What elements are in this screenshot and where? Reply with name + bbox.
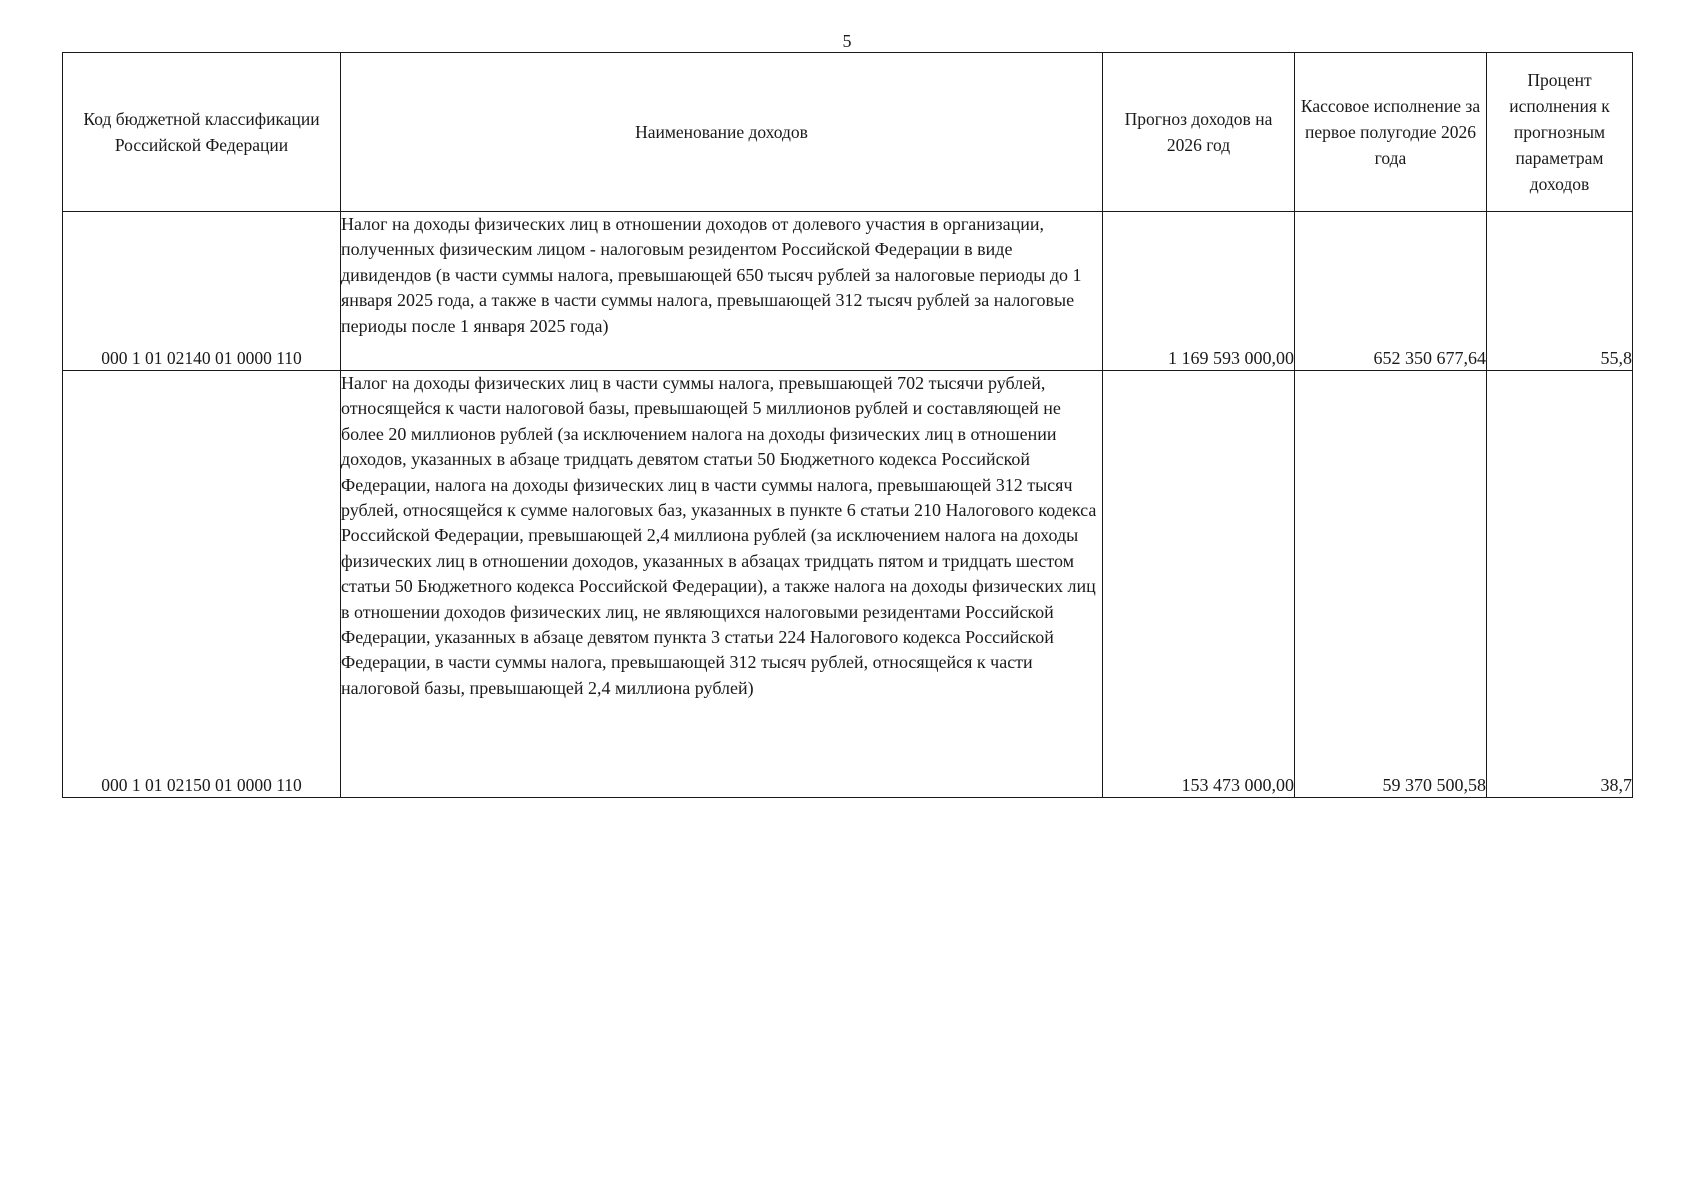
table-header-row [63,53,1633,212]
income-name-cell: Налог на доходы физических лиц в части суммы налога, превышающей 702 тысячи рублей, относящейся к части налоговой базы, превышающей 5 миллионов рублей и составляющей не более 20 миллионов рублей (за исключением налога на доходы физических лиц в отношении доходов, указанных в абзаце тридцать девятом статьи 50 Бюджетного кодекса Российской Федерации, налога на доходы физических лиц в части суммы налога, превышающей 312 тысяч рублей, относящейся к сумме налоговых баз, указанных в пункте 6 статьи 210 Налогового кодекса Российской Федерации, превышающей 2,4 миллиона рублей (за исключением налога на доходы физических лиц в отношении доходов, указанных в абзацах тридцать пятом и тридцать шестом статьи 50 Бюджетного кодекса Российской Федерации), а также налога на доходы физических лиц в отношении доходов физических лиц, не являющихся налоговыми резидентами Российской Федерации, указанных в абзаце девятом пункта 3 статьи 224 Налогового кодекса Российской Федерации, в части суммы налога, превышающей 312 тысяч рублей, относящейся к части налоговой базы, превышающей 2,4 миллиона рублей) [341,371,1103,798]
execution-cell: 652 350 677,64 [1295,212,1487,371]
page-number: 5 [842,31,852,51]
header-execution-percent: Процент исполнения к прогнозным параметрам доходов [1487,53,1633,212]
budget-code-cell: 000 1 01 02150 01 0000 110 [63,371,341,798]
income-table [62,52,1633,798]
header-cash-execution: Кассовое исполнение за первое полугодие 2026 года [1295,53,1487,212]
income-name-cell: Налог на доходы физических лиц в отношении доходов от долевого участия в организации, полученных физическим лицом - налоговым резидентом Российской Федерации в виде дивидендов (в части суммы налога, превышающей 650 тысяч рублей за налоговые периоды до 1 января 2025 года, а также в части суммы налога, превышающей 312 тысяч рублей за налоговые периоды после 1 января 2025 года) [341,212,1103,371]
header-income-name: Наименование доходов [341,53,1103,212]
percent-cell: 38,7 [1487,371,1633,798]
forecast-cell: 153 473 000,00 [1103,371,1295,798]
percent-cell: 55,8 [1487,212,1633,371]
header-forecast: Прогноз доходов на 2026 год [1103,53,1295,212]
budget-code-cell: 000 1 01 02140 01 0000 110 [63,212,341,371]
forecast-cell: 1 169 593 000,00 [1103,212,1295,371]
execution-cell: 59 370 500,58 [1295,371,1487,798]
header-budget-code: Код бюджетной классификации Российской Федерации [63,53,341,212]
table-row [63,371,1633,798]
table-row [63,212,1633,371]
